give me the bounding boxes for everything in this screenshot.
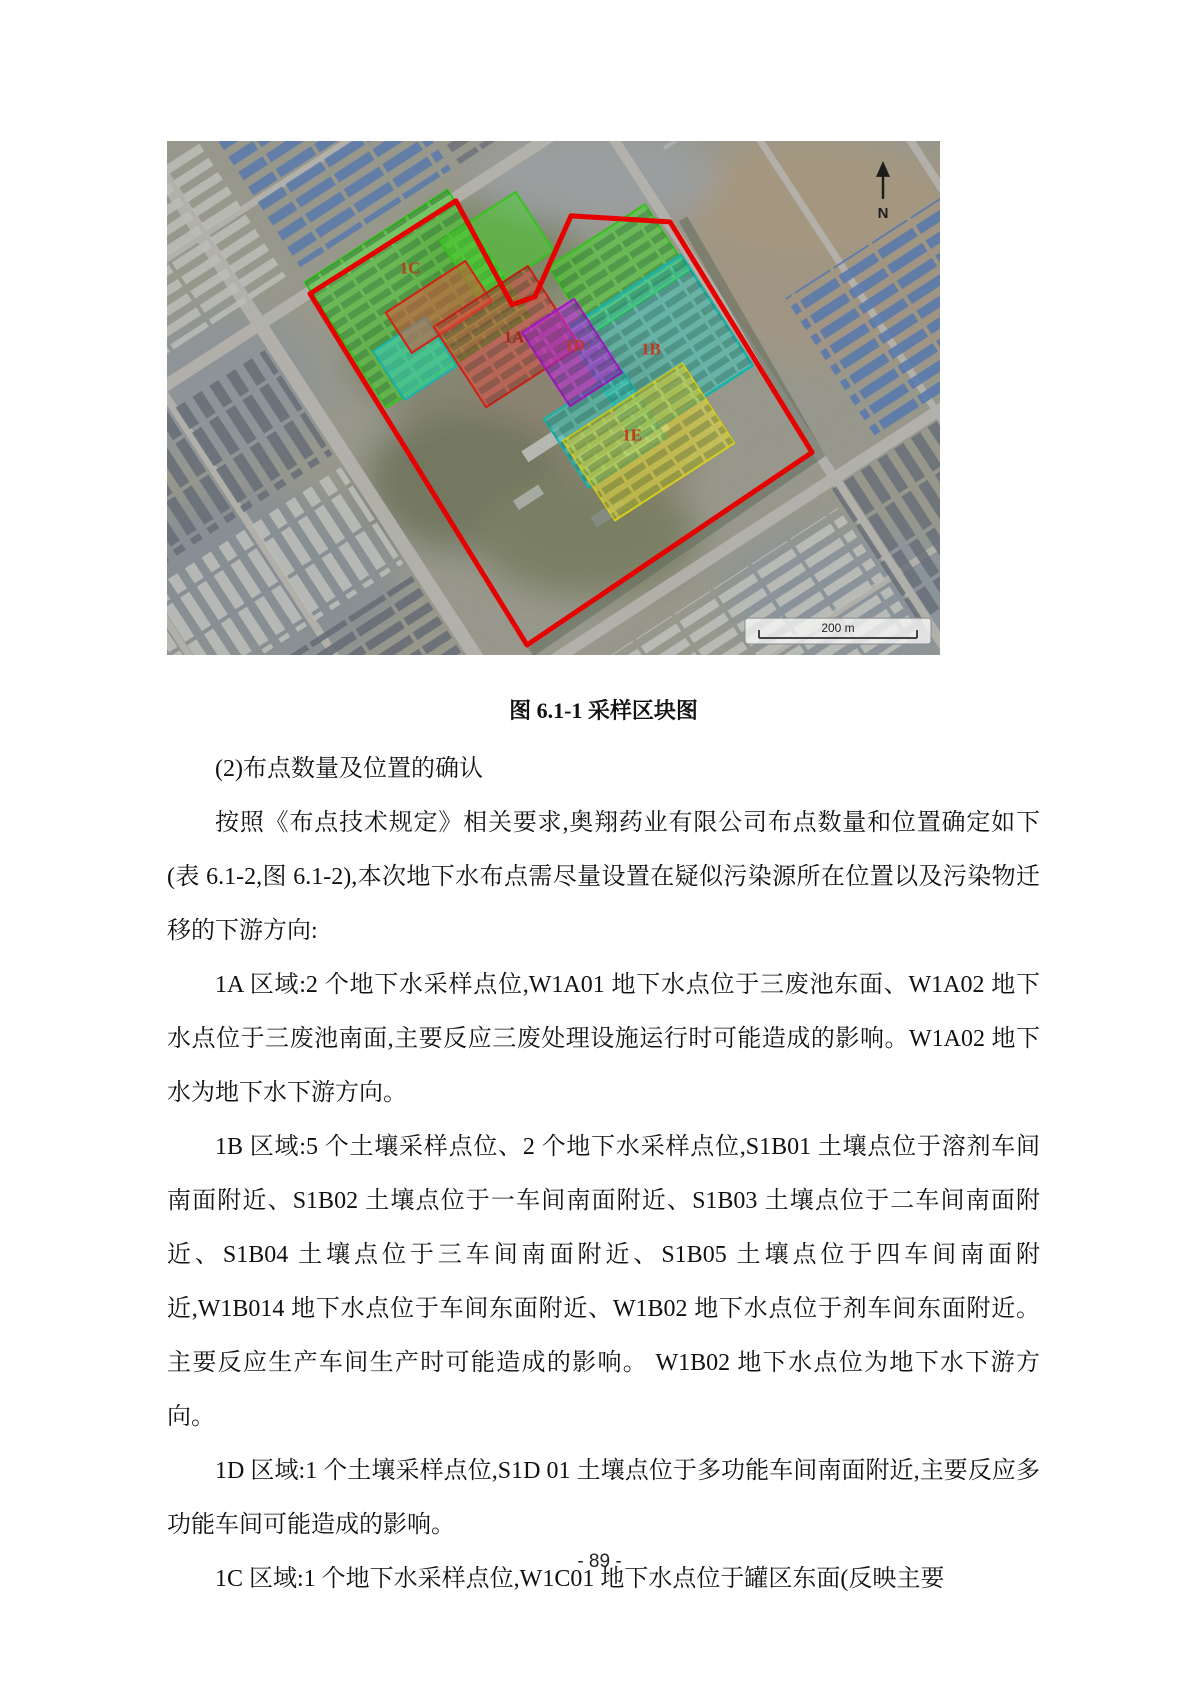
paragraph-heading: (2)布点数量及位置的确认 [215,756,483,782]
figure-caption: 图 6.1-1 采样区块图 [509,698,698,723]
page-number: - 89 - [577,1551,622,1572]
satellite-map [167,141,940,655]
zone-label-1d: 1D [565,337,585,355]
svg-text:200 m: 200 m [821,621,855,636]
paragraph: 1D 区域:1 个土壤采样点位,S1D 01 土壤点位于多功能车间南面附近,主要反应多功能车间可能造成的影响。 [167,1458,1040,1538]
zone-label-1a: 1A [503,327,525,347]
scale-bar [745,618,931,644]
sampling-block-map [167,141,940,655]
body-text [167,742,1040,1606]
zone-label-1b: 1B [641,339,661,359]
paragraph: 1B 区域:5 个土壤采样点位、2 个地下水采样点位,S1B01 土壤点位于溶剂车间南面附近、S1B02 土壤点位于一车间南面附近、S1B03 土壤点位于二车间南面附近、S1B04 土壤点位于三车间南面附近、S1B05 土壤点位于四车间南面附近,W1B014 地下水点位于车间东面附近、W1B02 地下水点位于剂车间东面附近。主要反应生产车间生产时可能造成的影响。 W1B02 地下水点位为地下水下游方向。 [167,1134,1040,1430]
paragraph: 1C 区域:1 个地下水采样点位,W1C01 地下水点位于罐区东面(反映主要 [215,1566,945,1592]
paragraph: 1A 区域:2 个地下水采样点位,W1A01 地下水点位于三废池东面、W1A02 地下水点位于三废池南面,主要反应三废处理设施运行时可能造成的影响。W1A02 地下水为地下水下游方向。 [167,972,1040,1106]
paragraph: 按照《布点技术规定》相关要求,奥翔药业有限公司布点数量和位置确定如下(表 6.1-2,图 6.1-2),本次地下水布点需尽量设置在疑似污染源所在位置以及污染物迁移的下游方向: [167,810,1040,944]
svg-text:N: N [877,204,889,222]
zone-label-1e: 1E [622,425,642,445]
map-texture [167,141,940,655]
zone-label-1c: 1C [399,258,421,278]
